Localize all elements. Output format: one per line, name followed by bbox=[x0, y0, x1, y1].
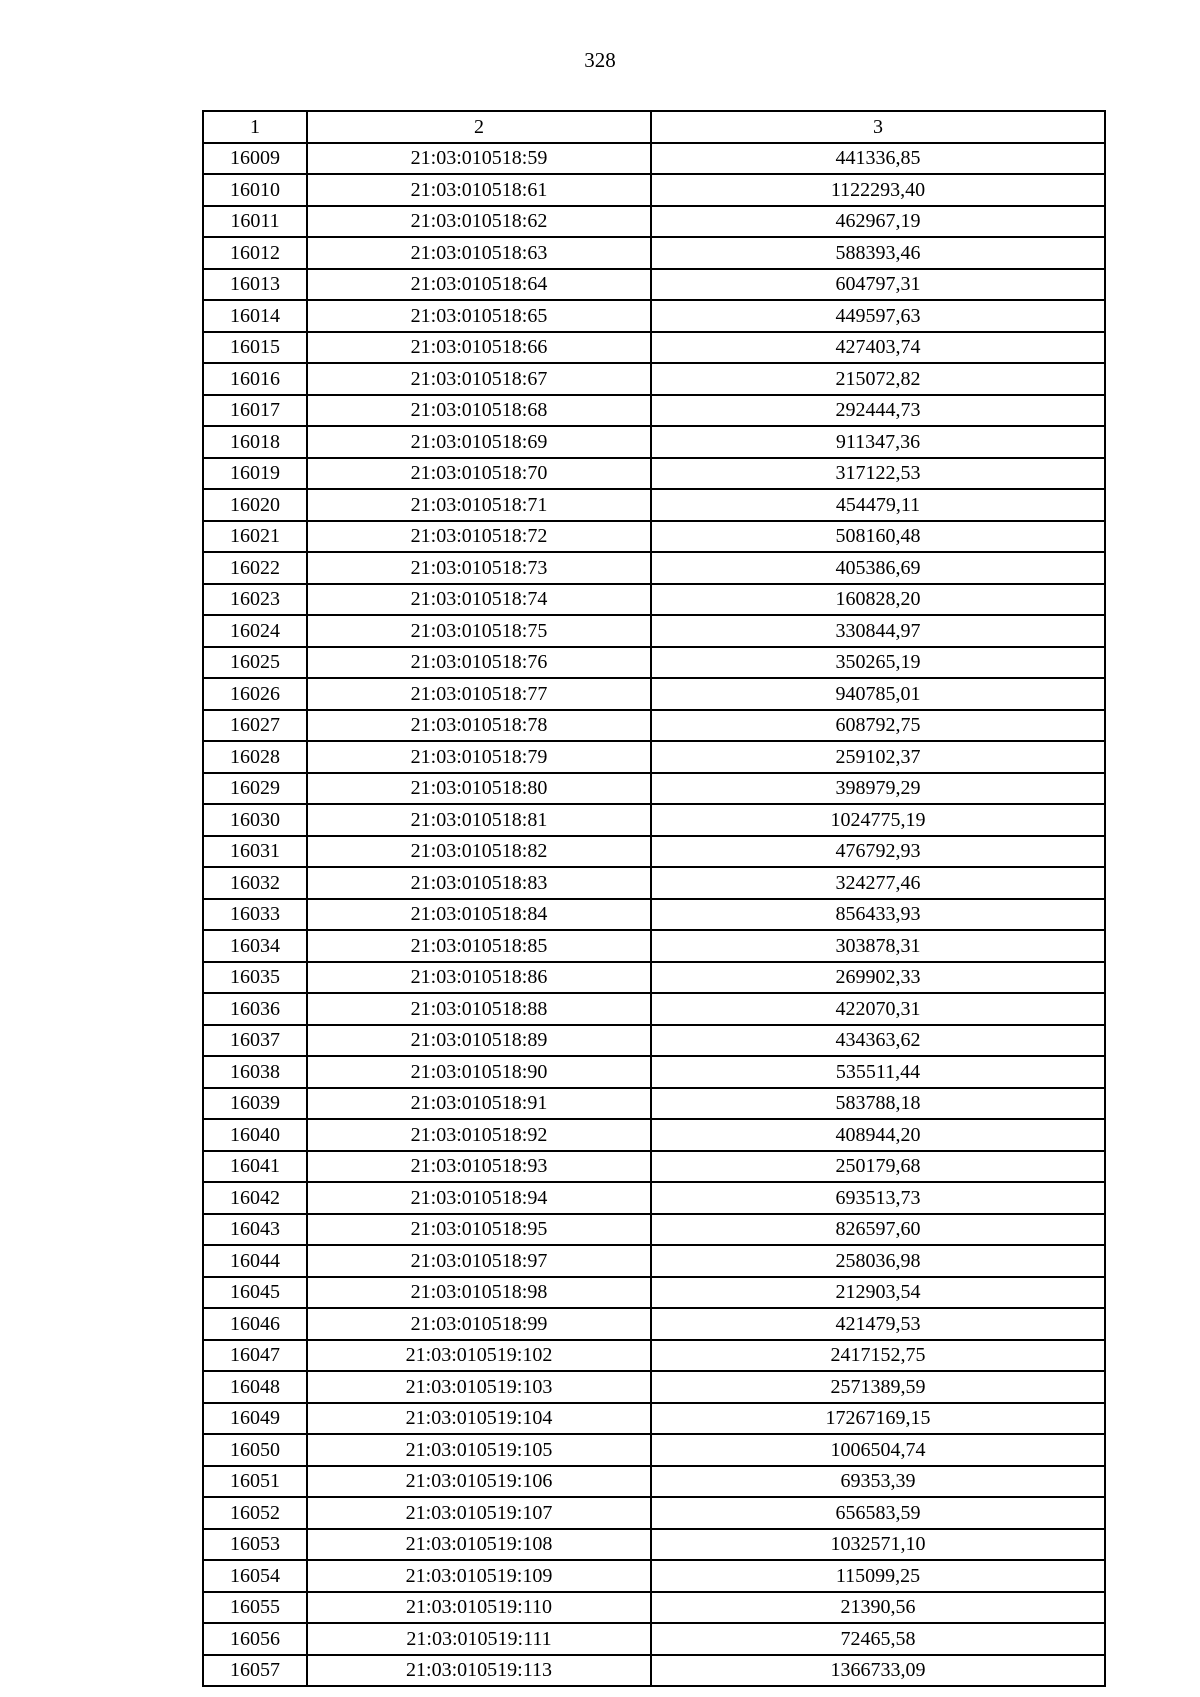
cadastral-number-cell: 21:03:010518:76 bbox=[307, 647, 651, 679]
table-row bbox=[203, 1151, 1105, 1183]
value-cell: 398979,29 bbox=[651, 773, 1105, 805]
row-number-cell: 16041 bbox=[203, 1151, 307, 1183]
value-cell: 160828,20 bbox=[651, 584, 1105, 616]
table-row bbox=[203, 993, 1105, 1025]
table-row bbox=[203, 143, 1105, 175]
row-number-cell: 16020 bbox=[203, 489, 307, 521]
table-row bbox=[203, 836, 1105, 868]
value-cell: 317122,53 bbox=[651, 458, 1105, 490]
cadastral-number-cell: 21:03:010518:82 bbox=[307, 836, 651, 868]
value-cell: 693513,73 bbox=[651, 1182, 1105, 1214]
table-row bbox=[203, 458, 1105, 490]
value-cell: 588393,46 bbox=[651, 237, 1105, 269]
table-row bbox=[203, 773, 1105, 805]
table-row bbox=[203, 1277, 1105, 1309]
cadastral-number-cell: 21:03:010518:69 bbox=[307, 426, 651, 458]
row-number-cell: 16013 bbox=[203, 269, 307, 301]
table-row bbox=[203, 426, 1105, 458]
table-row bbox=[203, 552, 1105, 584]
cadastral-number-cell: 21:03:010518:68 bbox=[307, 395, 651, 427]
row-number-cell: 16045 bbox=[203, 1277, 307, 1309]
column-header-2: 2 bbox=[307, 111, 651, 143]
value-cell: 2417152,75 bbox=[651, 1340, 1105, 1372]
cadastral-number-cell: 21:03:010518:71 bbox=[307, 489, 651, 521]
table-row bbox=[203, 1056, 1105, 1088]
value-cell: 1032571,10 bbox=[651, 1529, 1105, 1561]
row-number-cell: 16029 bbox=[203, 773, 307, 805]
value-cell: 258036,98 bbox=[651, 1245, 1105, 1277]
row-number-cell: 16044 bbox=[203, 1245, 307, 1277]
row-number-cell: 16018 bbox=[203, 426, 307, 458]
value-cell: 508160,48 bbox=[651, 521, 1105, 553]
value-cell: 405386,69 bbox=[651, 552, 1105, 584]
cadastral-number-cell: 21:03:010518:77 bbox=[307, 678, 651, 710]
row-number-cell: 16024 bbox=[203, 615, 307, 647]
row-number-cell: 16031 bbox=[203, 836, 307, 868]
cadastral-number-cell: 21:03:010519:104 bbox=[307, 1403, 651, 1435]
value-cell: 826597,60 bbox=[651, 1214, 1105, 1246]
value-cell: 215072,82 bbox=[651, 363, 1105, 395]
cadastral-number-cell: 21:03:010519:106 bbox=[307, 1466, 651, 1498]
value-cell: 2571389,59 bbox=[651, 1371, 1105, 1403]
cadastral-number-cell: 21:03:010518:95 bbox=[307, 1214, 651, 1246]
row-number-cell: 16049 bbox=[203, 1403, 307, 1435]
row-number-cell: 16036 bbox=[203, 993, 307, 1025]
table-row bbox=[203, 1403, 1105, 1435]
table-row bbox=[203, 899, 1105, 931]
table-row bbox=[203, 741, 1105, 773]
cadastral-number-cell: 21:03:010519:109 bbox=[307, 1560, 651, 1592]
cadastral-number-cell: 21:03:010518:75 bbox=[307, 615, 651, 647]
cadastral-number-cell: 21:03:010518:61 bbox=[307, 174, 651, 206]
table-row bbox=[203, 1088, 1105, 1120]
row-number-cell: 16019 bbox=[203, 458, 307, 490]
cadastral-number-cell: 21:03:010518:91 bbox=[307, 1088, 651, 1120]
cadastral-number-cell: 21:03:010519:113 bbox=[307, 1655, 651, 1687]
cadastral-number-cell: 21:03:010518:63 bbox=[307, 237, 651, 269]
table-row bbox=[203, 710, 1105, 742]
row-number-cell: 16055 bbox=[203, 1592, 307, 1624]
row-number-cell: 16015 bbox=[203, 332, 307, 364]
row-number-cell: 16025 bbox=[203, 647, 307, 679]
table-row bbox=[203, 206, 1105, 238]
row-number-cell: 16010 bbox=[203, 174, 307, 206]
row-number-cell: 16035 bbox=[203, 962, 307, 994]
cadastral-number-cell: 21:03:010518:74 bbox=[307, 584, 651, 616]
row-number-cell: 16012 bbox=[203, 237, 307, 269]
value-cell: 535511,44 bbox=[651, 1056, 1105, 1088]
table-header-row bbox=[203, 111, 1105, 143]
cadastral-number-cell: 21:03:010518:86 bbox=[307, 962, 651, 994]
cadastral-number-cell: 21:03:010518:93 bbox=[307, 1151, 651, 1183]
row-number-cell: 16023 bbox=[203, 584, 307, 616]
value-cell: 441336,85 bbox=[651, 143, 1105, 175]
value-cell: 462967,19 bbox=[651, 206, 1105, 238]
value-cell: 476792,93 bbox=[651, 836, 1105, 868]
table-row bbox=[203, 615, 1105, 647]
table-row bbox=[203, 1529, 1105, 1561]
row-number-cell: 16056 bbox=[203, 1623, 307, 1655]
value-cell: 408944,20 bbox=[651, 1119, 1105, 1151]
table-row bbox=[203, 1560, 1105, 1592]
page-number: 328 bbox=[584, 48, 616, 72]
table-row bbox=[203, 1371, 1105, 1403]
cadastral-number-cell: 21:03:010518:97 bbox=[307, 1245, 651, 1277]
value-cell: 421479,53 bbox=[651, 1308, 1105, 1340]
cadastral-number-cell: 21:03:010519:103 bbox=[307, 1371, 651, 1403]
cadastral-number-cell: 21:03:010518:65 bbox=[307, 300, 651, 332]
row-number-cell: 16028 bbox=[203, 741, 307, 773]
row-number-cell: 16021 bbox=[203, 521, 307, 553]
cadastral-number-cell: 21:03:010518:88 bbox=[307, 993, 651, 1025]
value-cell: 292444,73 bbox=[651, 395, 1105, 427]
data-table bbox=[202, 110, 1106, 1687]
cadastral-number-cell: 21:03:010518:59 bbox=[307, 143, 651, 175]
row-number-cell: 16027 bbox=[203, 710, 307, 742]
cadastral-number-cell: 21:03:010518:89 bbox=[307, 1025, 651, 1057]
table-row bbox=[203, 269, 1105, 301]
row-number-cell: 16053 bbox=[203, 1529, 307, 1561]
value-cell: 115099,25 bbox=[651, 1560, 1105, 1592]
value-cell: 608792,75 bbox=[651, 710, 1105, 742]
table-row bbox=[203, 1592, 1105, 1624]
cadastral-number-cell: 21:03:010519:105 bbox=[307, 1434, 651, 1466]
row-number-cell: 16051 bbox=[203, 1466, 307, 1498]
row-number-cell: 16040 bbox=[203, 1119, 307, 1151]
value-cell: 1366733,09 bbox=[651, 1655, 1105, 1687]
table-row bbox=[203, 867, 1105, 899]
table-row bbox=[203, 1340, 1105, 1372]
table-header bbox=[203, 111, 1105, 143]
cadastral-number-cell: 21:03:010518:64 bbox=[307, 269, 651, 301]
cadastral-number-cell: 21:03:010518:98 bbox=[307, 1277, 651, 1309]
row-number-cell: 16033 bbox=[203, 899, 307, 931]
value-cell: 212903,54 bbox=[651, 1277, 1105, 1309]
value-cell: 583788,18 bbox=[651, 1088, 1105, 1120]
cadastral-number-cell: 21:03:010518:80 bbox=[307, 773, 651, 805]
cadastral-number-cell: 21:03:010518:85 bbox=[307, 930, 651, 962]
cadastral-number-cell: 21:03:010519:110 bbox=[307, 1592, 651, 1624]
cadastral-number-cell: 21:03:010518:66 bbox=[307, 332, 651, 364]
value-cell: 427403,74 bbox=[651, 332, 1105, 364]
cadastral-number-cell: 21:03:010518:79 bbox=[307, 741, 651, 773]
table-row bbox=[203, 1434, 1105, 1466]
row-number-cell: 16032 bbox=[203, 867, 307, 899]
row-number-cell: 16037 bbox=[203, 1025, 307, 1057]
cadastral-number-cell: 21:03:010518:84 bbox=[307, 899, 651, 931]
table-body bbox=[203, 143, 1105, 1687]
table-row bbox=[203, 930, 1105, 962]
row-number-cell: 16016 bbox=[203, 363, 307, 395]
table-row bbox=[203, 489, 1105, 521]
cadastral-number-cell: 21:03:010518:72 bbox=[307, 521, 651, 553]
table-row bbox=[203, 1655, 1105, 1687]
table-row bbox=[203, 332, 1105, 364]
cadastral-number-cell: 21:03:010518:83 bbox=[307, 867, 651, 899]
row-number-cell: 16057 bbox=[203, 1655, 307, 1687]
table-row bbox=[203, 1214, 1105, 1246]
row-number-cell: 16050 bbox=[203, 1434, 307, 1466]
value-cell: 434363,62 bbox=[651, 1025, 1105, 1057]
value-cell: 604797,31 bbox=[651, 269, 1105, 301]
row-number-cell: 16014 bbox=[203, 300, 307, 332]
table-row bbox=[203, 804, 1105, 836]
table-row bbox=[203, 1245, 1105, 1277]
value-cell: 21390,56 bbox=[651, 1592, 1105, 1624]
cadastral-number-cell: 21:03:010519:111 bbox=[307, 1623, 651, 1655]
value-cell: 250179,68 bbox=[651, 1151, 1105, 1183]
value-cell: 656583,59 bbox=[651, 1497, 1105, 1529]
cadastral-number-cell: 21:03:010518:94 bbox=[307, 1182, 651, 1214]
table-row bbox=[203, 395, 1105, 427]
value-cell: 1024775,19 bbox=[651, 804, 1105, 836]
cadastral-number-cell: 21:03:010518:78 bbox=[307, 710, 651, 742]
row-number-cell: 16017 bbox=[203, 395, 307, 427]
cadastral-number-cell: 21:03:010518:62 bbox=[307, 206, 651, 238]
row-number-cell: 16047 bbox=[203, 1340, 307, 1372]
table-row bbox=[203, 584, 1105, 616]
row-number-cell: 16039 bbox=[203, 1088, 307, 1120]
row-number-cell: 16026 bbox=[203, 678, 307, 710]
row-number-cell: 16046 bbox=[203, 1308, 307, 1340]
table-row bbox=[203, 1182, 1105, 1214]
value-cell: 454479,11 bbox=[651, 489, 1105, 521]
cadastral-number-cell: 21:03:010518:70 bbox=[307, 458, 651, 490]
row-number-cell: 16009 bbox=[203, 143, 307, 175]
value-cell: 72465,58 bbox=[651, 1623, 1105, 1655]
cadastral-number-cell: 21:03:010519:108 bbox=[307, 1529, 651, 1561]
table-row bbox=[203, 1497, 1105, 1529]
row-number-cell: 16048 bbox=[203, 1371, 307, 1403]
value-cell: 940785,01 bbox=[651, 678, 1105, 710]
row-number-cell: 16034 bbox=[203, 930, 307, 962]
value-cell: 69353,39 bbox=[651, 1466, 1105, 1498]
column-header-1: 1 bbox=[203, 111, 307, 143]
table-row bbox=[203, 174, 1105, 206]
value-cell: 330844,97 bbox=[651, 615, 1105, 647]
table-row bbox=[203, 237, 1105, 269]
table-row bbox=[203, 521, 1105, 553]
cadastral-number-cell: 21:03:010518:92 bbox=[307, 1119, 651, 1151]
value-cell: 856433,93 bbox=[651, 899, 1105, 931]
value-cell: 259102,37 bbox=[651, 741, 1105, 773]
value-cell: 1006504,74 bbox=[651, 1434, 1105, 1466]
value-cell: 324277,46 bbox=[651, 867, 1105, 899]
table-row bbox=[203, 1025, 1105, 1057]
value-cell: 303878,31 bbox=[651, 930, 1105, 962]
cadastral-number-cell: 21:03:010518:99 bbox=[307, 1308, 651, 1340]
row-number-cell: 16022 bbox=[203, 552, 307, 584]
cadastral-number-cell: 21:03:010518:81 bbox=[307, 804, 651, 836]
cadastral-number-cell: 21:03:010519:102 bbox=[307, 1340, 651, 1372]
cadastral-number-cell: 21:03:010519:107 bbox=[307, 1497, 651, 1529]
row-number-cell: 16011 bbox=[203, 206, 307, 238]
value-cell: 911347,36 bbox=[651, 426, 1105, 458]
table-row bbox=[203, 363, 1105, 395]
row-number-cell: 16030 bbox=[203, 804, 307, 836]
cadastral-number-cell: 21:03:010518:90 bbox=[307, 1056, 651, 1088]
column-header-3: 3 bbox=[651, 111, 1105, 143]
value-cell: 1122293,40 bbox=[651, 174, 1105, 206]
row-number-cell: 16042 bbox=[203, 1182, 307, 1214]
table-row bbox=[203, 678, 1105, 710]
row-number-cell: 16043 bbox=[203, 1214, 307, 1246]
row-number-cell: 16038 bbox=[203, 1056, 307, 1088]
value-cell: 449597,63 bbox=[651, 300, 1105, 332]
row-number-cell: 16054 bbox=[203, 1560, 307, 1592]
row-number-cell: 16052 bbox=[203, 1497, 307, 1529]
cadastral-number-cell: 21:03:010518:73 bbox=[307, 552, 651, 584]
value-cell: 17267169,15 bbox=[651, 1403, 1105, 1435]
table-row bbox=[203, 1308, 1105, 1340]
table-row bbox=[203, 962, 1105, 994]
cadastral-number-cell: 21:03:010518:67 bbox=[307, 363, 651, 395]
table-row bbox=[203, 647, 1105, 679]
table-row bbox=[203, 1623, 1105, 1655]
table-row bbox=[203, 1119, 1105, 1151]
table-row bbox=[203, 1466, 1105, 1498]
value-cell: 350265,19 bbox=[651, 647, 1105, 679]
value-cell: 269902,33 bbox=[651, 962, 1105, 994]
table-row bbox=[203, 300, 1105, 332]
value-cell: 422070,31 bbox=[651, 993, 1105, 1025]
